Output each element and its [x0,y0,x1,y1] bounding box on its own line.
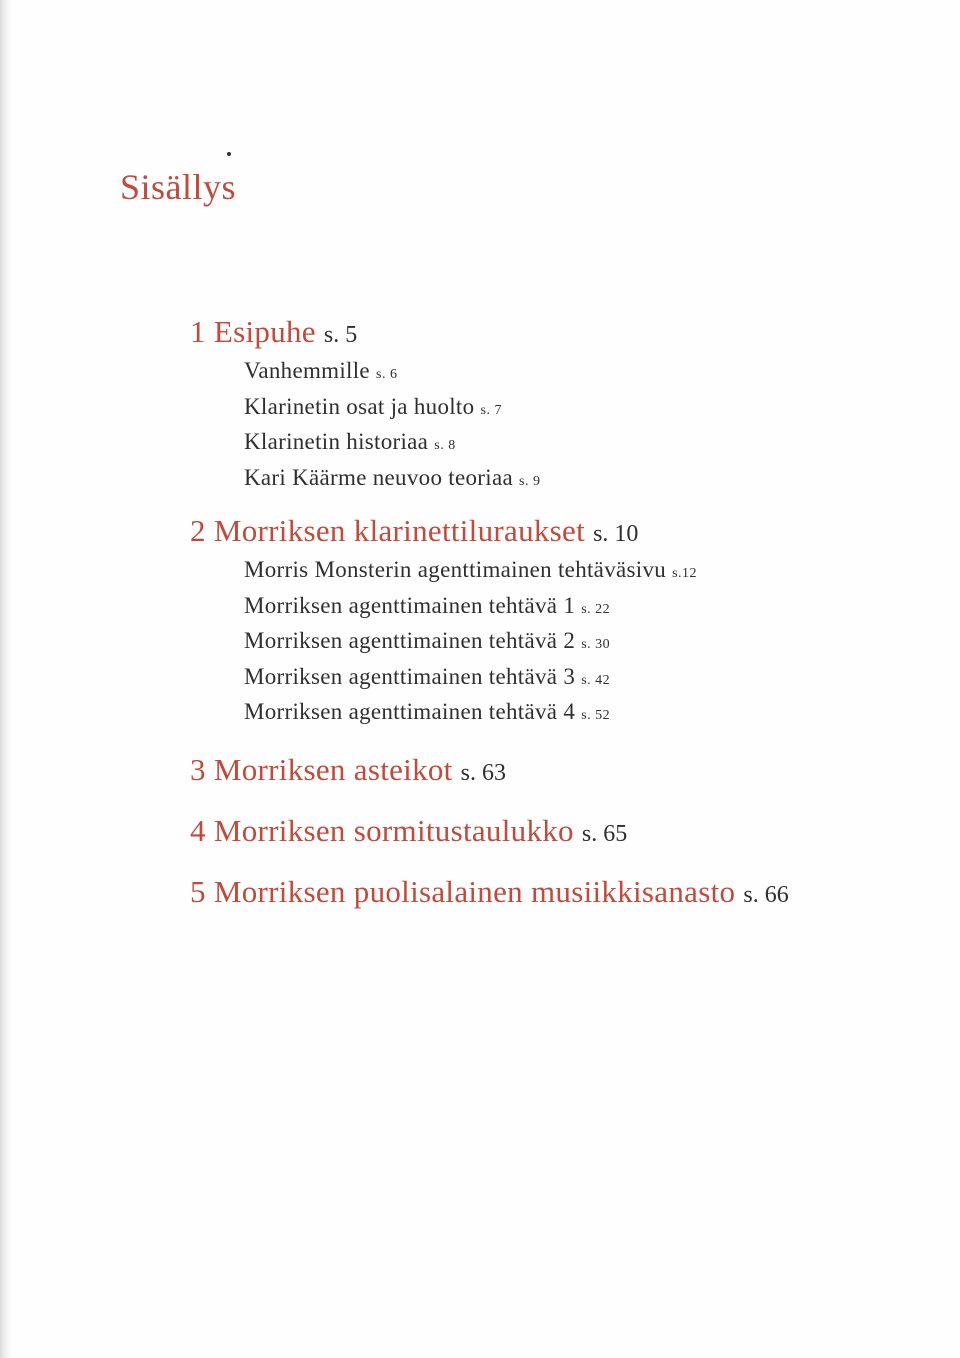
sub-item-title: Morriksen agenttimainen tehtävä 2 [244,628,576,653]
sub-item-page-ref: s. 52 [581,708,611,723]
print-speck [227,152,231,156]
toc-chapter-2 [190,511,930,732]
sub-item-title: Morriksen agenttimainen tehtävä 3 [244,663,576,689]
sub-item-title: Kari Käärme neuvoo teoriaa [244,464,513,490]
toc-sub-item[interactable] [244,554,930,590]
toc-sub-list [190,554,930,732]
toc-chapter-3 [190,750,930,793]
chapter-number: 1 [190,314,206,349]
sub-item-title: Morriksen agenttimainen tehtävä 4 [244,699,576,724]
chapter-page-ref: s. 5 [323,322,358,348]
toc-chapter-heading[interactable] [190,312,930,355]
sub-item-page-ref: s.12 [672,566,698,581]
table-of-contents [190,312,930,937]
chapter-title: Morriksen puolisalainen musiikkisanasto [213,873,736,909]
chapter-title: Morriksen klarinettiluraukset [213,513,586,548]
chapter-title: Morriksen sormitustaulukko [213,812,574,848]
toc-sub-item[interactable] [244,696,930,732]
toc-chapter-4 [190,811,930,854]
toc-sub-item[interactable] [244,462,930,498]
toc-chapter-heading[interactable] [190,872,930,915]
sub-item-page-ref: s. 7 [480,402,502,418]
chapter-page-ref: s. 65 [581,820,628,847]
sub-item-page-ref: s. 9 [519,473,541,489]
toc-chapter-heading[interactable] [190,511,930,554]
toc-chapter-heading[interactable] [190,750,930,793]
toc-sub-item[interactable] [244,590,930,626]
chapter-number: 4 [190,812,206,848]
toc-chapter-heading[interactable] [190,811,930,854]
chapter-number: 5 [190,873,206,909]
chapter-page-ref: s. 66 [743,881,789,908]
sub-item-page-ref: s. 30 [581,637,611,652]
chapter-number: 2 [190,513,206,548]
toc-chapter-1 [190,312,930,497]
sub-item-page-ref: s. 8 [434,438,456,453]
toc-chapter-5 [190,872,930,915]
sub-item-title: Morris Monsterin agenttimainen tehtäväsivu [244,557,667,582]
sub-item-title: Klarinetin osat ja huolto [244,393,475,419]
toc-sub-list [190,355,930,497]
chapter-number: 3 [190,751,206,787]
chapter-page-ref: s. 10 [593,521,639,547]
sub-item-page-ref: s. 42 [581,672,611,688]
toc-sub-item[interactable] [244,391,930,427]
chapter-page-ref: s. 63 [460,759,506,786]
binding-shadow [0,0,12,1358]
toc-sub-item[interactable] [244,625,930,661]
toc-sub-item[interactable] [244,661,930,697]
page-title: Sisällys [120,167,237,207]
toc-sub-item[interactable] [244,426,930,462]
sub-item-title: Klarinetin historiaa [244,429,429,454]
sub-item-title: Vanhemmille [244,358,370,383]
chapter-title: Esipuhe [213,314,316,349]
sub-item-page-ref: s. 6 [376,367,398,382]
sub-item-page-ref: s. 22 [581,601,611,617]
toc-sub-item[interactable] [244,355,930,391]
chapter-title: Morriksen asteikot [213,751,453,787]
sub-item-title: Morriksen agenttimainen tehtävä 1 [244,592,576,618]
